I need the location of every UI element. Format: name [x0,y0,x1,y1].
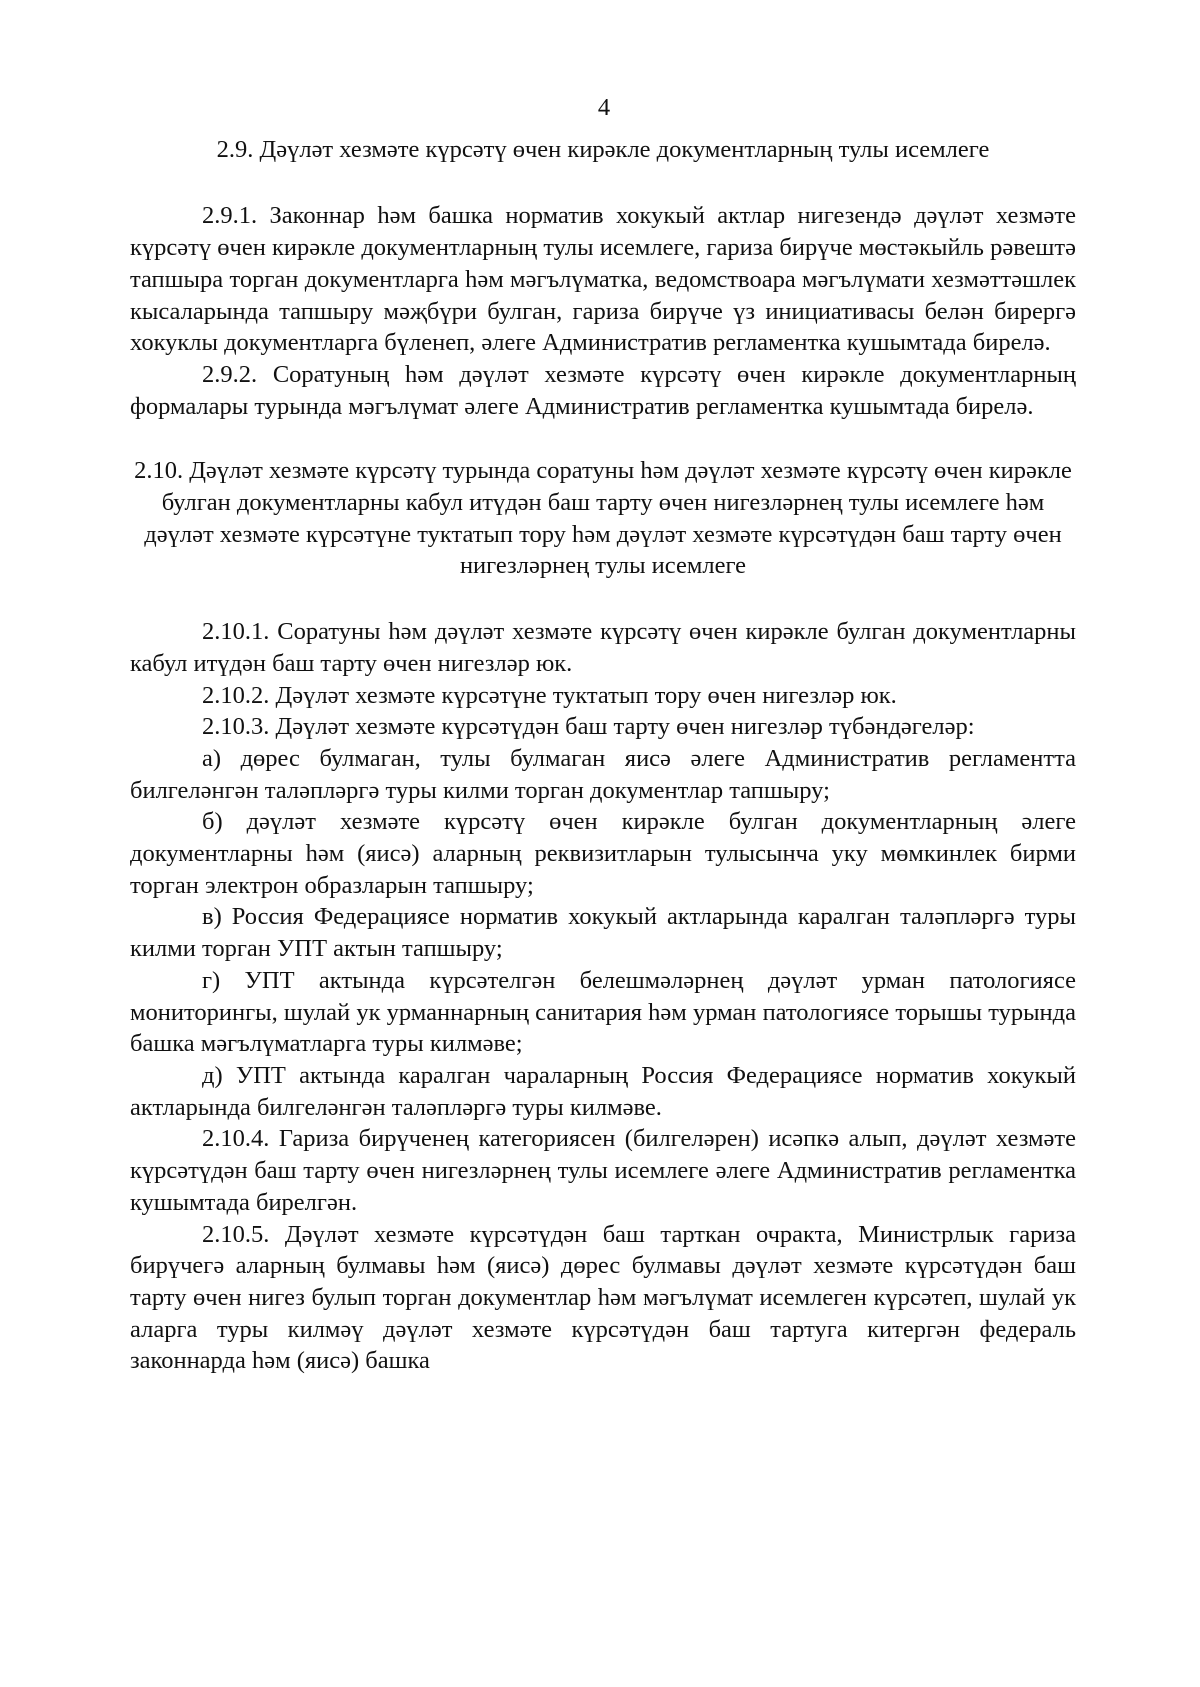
paragraph-2-10-3: 2.10.3. Дәүләт хезмәте күрсәтүдән баш тарту өчен нигезләр түбәндәгеләр: [202,713,975,741]
page-number: 4 [597,94,611,121]
paragraph-2-9-2: 2.9.2. Соратуның һәм дәүләт хезмәте күрсәтү өчен кирәкле документларның формалары турында мәгълүмат әлеге Административ регламентка кушымтада бирелә. [130,360,1076,420]
paragraph-2-10-1: 2.10.1. Соратуны һәм дәүләт хезмәте күрсәтү өчен кирәкле булган документларны кабул итүдән баш тарту өчен нигезләр юк. [130,618,1076,677]
paragraph-2-10-3-b: б) дәүләт хезмәте күрсәтү өчен кирәкле булган документларның әлеге документларны һәм (яисә) аларның реквизитларын тулысынча уку мөмкинлек бирми торган электрон образларын тапшыру; [130,808,1076,899]
paragraph-2-10-2: 2.10.2. Дәүләт хезмәте күрсәтүне туктатып тору өчен нигезләр юк. [202,681,897,709]
paragraph-2-10-5: 2.10.5. Дәүләт хезмәте күрсәтүдән баш тарткан очракта, Министрлык гариза бирүчегә аларның булмавы һәм (яисә) дөрес булмавы дәүләт хезмәте күрсәтүдән баш тарту өчен нигез булып торган документлар һәм мәгълүмат исемлеген күрсәтеп, шулай ук аларга туры килмәү дәүләт хезмәте күрсәтүдән баш тартуга китергән федераль законнарда һәм (яисә) башка [130,1220,1076,1375]
paragraph-2-9-1: 2.9.1. Законнар һәм башка норматив хокукый актлар нигезендә дәүләт хезмәте күрсәтү өчен кирәкле документларның тулы исемлеге, гариза бирүче мөстәкыйль рәвештә тапшыра торган документларга һәм мәгълүматка, ведомствоара мәгълүмати хезмәттәшлек кысаларында тапшыру мәҗбүри булган, гариза бирүче үз инициативасы белән бирергә хокуклы документларга бүленеп, әлеге Административ регламентка кушымтада бирелә. [130,202,1076,357]
paragraph-2-10-3-a: а) дөрес булмаган, тулы булмаган яисә әлеге Административ регламентта билгеләнгән таләпләргә туры килми торган документлар тапшыру; [130,744,1076,804]
paragraph-2-10-4: 2.10.4. Гариза бирүченең категориясен (билгеләрен) исәпкә алып, дәүләт хезмәте күрсәтүдән баш тарту өчен нигезләрнең тулы исемлеге әлеге Административ регламентка кушымтада бирелгән. [130,1125,1076,1216]
paragraph-2-10-3-d: д) УПТ актында каралган чараларның Россия Федерациясе норматив хокукый актларында билгеләнгән таләпләргә туры килмәве. [130,1061,1076,1121]
section-2-9-heading: 2.9. Дәүләт хезмәте күрсәтү өчен кирәкле документларның тулы исемлеге [216,135,990,163]
section-2-10-heading: 2.10. Дәүләт хезмәте күрсәтү турында соратуны һәм дәүләт хезмәте күрсәтү өчен кирәкле булган документларны кабул итүдән баш тарту өчен нигезләрнең тулы исемлеге һәм дәүләт хезмәте күрсәтүне туктатып тору һәм дәүләт хезмәте күрсәтүдән баш тарту өчен нигезләрнең тулы исемлеге [134,457,1072,580]
paragraph-2-10-3-g: г) УПТ актында күрсәтелгән белешмәләрнең дәүләт урман патологиясе мониторингы, шулай ук урманнарның санитария һәм урман патологиясе торышы турында башка мәгълүматларга туры килмәве; [130,966,1076,1058]
document-page [130,92,1076,1377]
paragraph-2-10-3-v: в) Россия Федерациясе норматив хокукый актларында каралган таләпләргә туры килми торган УПТ актын тапшыру; [130,903,1076,963]
